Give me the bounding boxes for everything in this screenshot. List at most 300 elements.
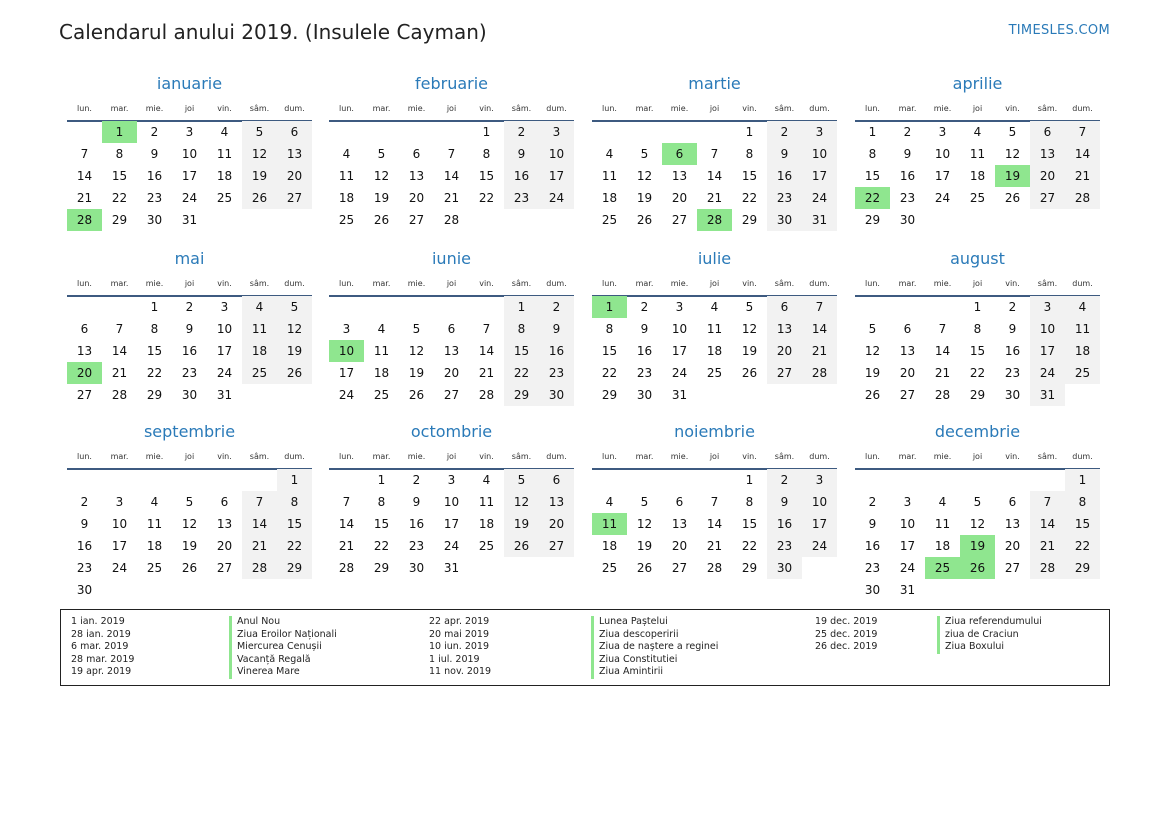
day-cell: 31 bbox=[443, 561, 460, 575]
day-cell: 30 bbox=[146, 213, 163, 227]
day-cell: 18 bbox=[242, 340, 277, 362]
day-cell: 18 bbox=[338, 191, 355, 205]
day-cell: 15 bbox=[864, 169, 881, 183]
weekday-label: lun. bbox=[77, 104, 92, 113]
day-cell: 27 bbox=[76, 388, 93, 402]
weekday-label: lun. bbox=[339, 452, 354, 461]
weekday-label: dum. bbox=[1072, 279, 1093, 288]
weekday-header bbox=[67, 452, 312, 468]
day-cell: 27 bbox=[671, 561, 688, 575]
day-cell: 5 bbox=[973, 495, 982, 509]
day-cell: 1 bbox=[482, 125, 491, 139]
day-cell: 18 bbox=[1065, 340, 1100, 362]
day-cell: 29 bbox=[741, 213, 758, 227]
day-cell: 19 bbox=[277, 340, 312, 362]
day-cell: 6 bbox=[80, 322, 89, 336]
day-cell: 17 bbox=[671, 344, 688, 358]
holiday-day-cell: 1 bbox=[592, 296, 627, 318]
day-cell: 7 bbox=[80, 147, 89, 161]
day-cell: 14 bbox=[934, 344, 951, 358]
day-cell: 11 bbox=[146, 517, 163, 531]
weekday-label: lun. bbox=[77, 452, 92, 461]
day-cell: 24 bbox=[539, 187, 574, 209]
day-cell: 12 bbox=[636, 169, 653, 183]
day-cell: 10 bbox=[181, 147, 198, 161]
month-name: martie bbox=[688, 74, 741, 93]
legend-holiday-name: Lunea Paștelui bbox=[599, 616, 668, 627]
legend-holiday-name: Anul Nou bbox=[237, 616, 281, 627]
day-cell: 23 bbox=[899, 191, 916, 205]
day-cell: 30 bbox=[539, 384, 574, 406]
holiday-day-cell: 19 bbox=[960, 535, 995, 557]
day-cell: 17 bbox=[802, 513, 837, 535]
day-cell: 2 bbox=[150, 125, 159, 139]
weekday-label: joi bbox=[184, 279, 195, 288]
day-cell: 13 bbox=[76, 344, 93, 358]
day-cell: 31 bbox=[802, 209, 837, 231]
day-cell: 16 bbox=[767, 165, 802, 187]
day-cell: 4 bbox=[342, 147, 351, 161]
day-cell: 10 bbox=[899, 517, 916, 531]
weekday-label: lun. bbox=[865, 279, 880, 288]
weekday-header bbox=[855, 104, 1100, 120]
holiday-legend bbox=[60, 609, 1110, 686]
day-cell: 2 bbox=[1008, 300, 1017, 314]
day-cell: 25 bbox=[478, 539, 495, 553]
day-cell: 23 bbox=[1004, 366, 1021, 380]
day-cell: 21 bbox=[1065, 165, 1100, 187]
day-cell: 28 bbox=[802, 362, 837, 384]
day-cell: 4 bbox=[377, 322, 386, 336]
day-cell: 4 bbox=[605, 495, 614, 509]
day-cell: 14 bbox=[802, 318, 837, 340]
day-cell: 5 bbox=[185, 495, 194, 509]
day-cell: 14 bbox=[76, 169, 93, 183]
day-cell: 2 bbox=[767, 469, 802, 491]
day-cell: 4 bbox=[150, 495, 159, 509]
day-cell: 6 bbox=[412, 147, 421, 161]
day-cell: 6 bbox=[539, 469, 574, 491]
legend-dates-column bbox=[71, 616, 134, 679]
weekday-label: joi bbox=[184, 104, 195, 113]
weekday-label: mie. bbox=[670, 452, 689, 461]
weekday-label: mie. bbox=[145, 104, 164, 113]
day-cell: 23 bbox=[76, 561, 93, 575]
weekday-label: mie. bbox=[145, 279, 164, 288]
day-cell: 16 bbox=[408, 517, 425, 531]
day-cell: 27 bbox=[277, 187, 312, 209]
day-cell: 15 bbox=[601, 344, 618, 358]
day-cell: 3 bbox=[185, 125, 194, 139]
day-cell: 4 bbox=[938, 495, 947, 509]
day-cell: 21 bbox=[802, 340, 837, 362]
day-cell: 28 bbox=[478, 388, 495, 402]
legend-date: 1 ian. 2019 bbox=[71, 616, 125, 627]
day-cell: 1 bbox=[377, 473, 386, 487]
day-cell: 9 bbox=[412, 495, 421, 509]
day-cell: 27 bbox=[216, 561, 233, 575]
day-cell: 25 bbox=[601, 213, 618, 227]
weekday-label: mie. bbox=[670, 104, 689, 113]
holiday-day-cell: 26 bbox=[960, 557, 995, 579]
day-cell: 17 bbox=[216, 344, 233, 358]
day-cell: 7 bbox=[802, 296, 837, 318]
day-cell: 15 bbox=[504, 340, 539, 362]
weekday-label: joi bbox=[184, 452, 195, 461]
weekday-label: vin. bbox=[479, 452, 494, 461]
holiday-day-cell: 25 bbox=[925, 557, 960, 579]
weekday-label: mar. bbox=[372, 452, 391, 461]
weekday-label: joi bbox=[972, 104, 983, 113]
day-cell: 21 bbox=[242, 535, 277, 557]
day-cell: 11 bbox=[216, 147, 233, 161]
day-cell: 21 bbox=[1030, 535, 1065, 557]
site-link[interactable]: TIMESLES.COM bbox=[1008, 23, 1110, 38]
legend-date: 1 iul. 2019 bbox=[429, 653, 480, 665]
legend-holiday-name: Ziua de naștere a reginei bbox=[599, 641, 719, 652]
day-cell: 23 bbox=[181, 366, 198, 380]
day-cell: 28 bbox=[934, 388, 951, 402]
day-cell: 13 bbox=[671, 169, 688, 183]
legend-holiday-name: Ziua Boxului bbox=[945, 641, 1004, 652]
day-cell: 13 bbox=[443, 344, 460, 358]
day-cell: 9 bbox=[1008, 322, 1017, 336]
weekday-label: sâm. bbox=[249, 452, 270, 461]
day-cell: 26 bbox=[636, 561, 653, 575]
day-cell: 3 bbox=[1030, 296, 1065, 318]
day-cell: 12 bbox=[408, 344, 425, 358]
day-cell: 18 bbox=[478, 517, 495, 531]
legend-dates-column bbox=[429, 616, 491, 679]
day-cell: 3 bbox=[802, 121, 837, 143]
day-cell: 13 bbox=[539, 491, 574, 513]
day-cell: 15 bbox=[741, 517, 758, 531]
day-cell: 12 bbox=[741, 322, 758, 336]
day-cell: 2 bbox=[539, 296, 574, 318]
day-cell: 25 bbox=[601, 561, 618, 575]
day-cell: 2 bbox=[868, 495, 877, 509]
day-cell: 10 bbox=[216, 322, 233, 336]
weekday-label: sâm. bbox=[511, 279, 532, 288]
day-cell: 13 bbox=[899, 344, 916, 358]
weekday-label: mie. bbox=[933, 104, 952, 113]
day-cell: 3 bbox=[115, 495, 124, 509]
day-cell: 5 bbox=[412, 322, 421, 336]
weekday-label: dum. bbox=[546, 104, 567, 113]
day-cell: 9 bbox=[539, 318, 574, 340]
legend-holiday-name: Miercurea Cenușii bbox=[237, 641, 322, 652]
day-cell: 5 bbox=[277, 296, 312, 318]
day-cell: 17 bbox=[443, 517, 460, 531]
holiday-day-cell: 28 bbox=[697, 209, 732, 231]
day-cell: 22 bbox=[111, 191, 128, 205]
day-cell: 2 bbox=[185, 300, 194, 314]
day-cell: 6 bbox=[277, 121, 312, 143]
legend-date: 28 ian. 2019 bbox=[71, 628, 131, 640]
day-cell: 14 bbox=[1030, 513, 1065, 535]
day-cell: 3 bbox=[539, 121, 574, 143]
day-cell: 30 bbox=[76, 583, 93, 597]
day-cell: 14 bbox=[111, 344, 128, 358]
holiday-day-cell: 6 bbox=[662, 143, 697, 165]
day-cell: 27 bbox=[899, 388, 916, 402]
holiday-day-cell: 19 bbox=[995, 165, 1030, 187]
day-cell: 16 bbox=[76, 539, 93, 553]
month-name: decembrie bbox=[934, 422, 1021, 441]
day-cell: 28 bbox=[242, 557, 277, 579]
day-cell: 3 bbox=[802, 469, 837, 491]
weekday-label: dum. bbox=[1072, 104, 1093, 113]
day-cell: 19 bbox=[242, 165, 277, 187]
holiday-day-cell: 11 bbox=[592, 513, 627, 535]
weekday-label: mar. bbox=[898, 452, 917, 461]
day-cell: 4 bbox=[710, 300, 719, 314]
day-cell: 15 bbox=[277, 513, 312, 535]
day-cell: 24 bbox=[1030, 362, 1065, 384]
day-cell: 14 bbox=[242, 513, 277, 535]
day-cell: 15 bbox=[373, 517, 390, 531]
day-cell: 23 bbox=[408, 539, 425, 553]
day-cell: 31 bbox=[181, 213, 198, 227]
legend-holiday-name: Vinerea Mare bbox=[237, 666, 300, 677]
day-cell: 22 bbox=[741, 539, 758, 553]
day-cell: 4 bbox=[605, 147, 614, 161]
weekday-header bbox=[67, 279, 312, 295]
weekday-label: mar. bbox=[372, 279, 391, 288]
day-cell: 3 bbox=[342, 322, 351, 336]
day-cell: 16 bbox=[1004, 344, 1021, 358]
day-cell: 6 bbox=[767, 296, 802, 318]
day-cell: 24 bbox=[671, 366, 688, 380]
day-cell: 10 bbox=[443, 495, 460, 509]
day-cell: 21 bbox=[338, 539, 355, 553]
day-cell: 12 bbox=[636, 517, 653, 531]
weekday-label: sâm. bbox=[511, 452, 532, 461]
day-cell: 3 bbox=[447, 473, 456, 487]
day-cell: 16 bbox=[539, 340, 574, 362]
day-cell: 13 bbox=[1030, 143, 1065, 165]
weekday-label: vin. bbox=[742, 104, 757, 113]
weekday-label: dum. bbox=[1072, 452, 1093, 461]
day-cell: 26 bbox=[242, 187, 277, 209]
weekday-label: vin. bbox=[742, 452, 757, 461]
day-cell: 15 bbox=[111, 169, 128, 183]
day-cell: 16 bbox=[504, 165, 539, 187]
legend-date: 25 dec. 2019 bbox=[815, 628, 878, 640]
day-cell: 17 bbox=[934, 169, 951, 183]
day-cell: 25 bbox=[706, 366, 723, 380]
day-cell: 9 bbox=[640, 322, 649, 336]
weekday-label: lun. bbox=[77, 279, 92, 288]
legend-date: 19 apr. 2019 bbox=[71, 666, 132, 677]
day-cell: 13 bbox=[277, 143, 312, 165]
legend-holiday-name: Ziua descoperirii bbox=[599, 628, 679, 640]
day-cell: 29 bbox=[969, 388, 986, 402]
day-cell: 15 bbox=[969, 344, 986, 358]
day-cell: 6 bbox=[903, 322, 912, 336]
weekday-label: dum. bbox=[809, 452, 830, 461]
day-cell: 29 bbox=[741, 561, 758, 575]
day-cell: 11 bbox=[242, 318, 277, 340]
weekday-label: vin. bbox=[1005, 104, 1020, 113]
day-cell: 31 bbox=[1030, 384, 1065, 406]
day-cell: 4 bbox=[973, 125, 982, 139]
day-cell: 8 bbox=[277, 491, 312, 513]
day-cell: 28 bbox=[1065, 187, 1100, 209]
day-cell: 26 bbox=[373, 213, 390, 227]
day-cell: 29 bbox=[864, 213, 881, 227]
day-cell: 17 bbox=[338, 366, 355, 380]
day-cell: 29 bbox=[111, 213, 128, 227]
day-cell: 13 bbox=[216, 517, 233, 531]
day-cell: 2 bbox=[767, 121, 802, 143]
weekday-label: mar. bbox=[110, 104, 129, 113]
weekday-label: mie. bbox=[933, 279, 952, 288]
day-cell: 17 bbox=[181, 169, 198, 183]
weekday-label: joi bbox=[709, 104, 720, 113]
weekday-label: sâm. bbox=[249, 279, 270, 288]
day-cell: 22 bbox=[373, 539, 390, 553]
day-cell: 9 bbox=[767, 143, 802, 165]
day-cell: 26 bbox=[277, 362, 312, 384]
day-cell: 8 bbox=[868, 147, 877, 161]
day-cell: 17 bbox=[539, 165, 574, 187]
day-cell: 1 bbox=[277, 469, 312, 491]
day-cell: 27 bbox=[767, 362, 802, 384]
day-cell: 2 bbox=[640, 300, 649, 314]
weekday-label: lun. bbox=[339, 279, 354, 288]
month-name: mai bbox=[174, 249, 205, 268]
day-cell: 26 bbox=[741, 366, 758, 380]
legend-date: 6 mar. 2019 bbox=[71, 641, 129, 652]
day-cell: 31 bbox=[899, 583, 916, 597]
day-cell: 8 bbox=[1065, 491, 1100, 513]
day-cell: 8 bbox=[150, 322, 159, 336]
day-cell: 13 bbox=[671, 517, 688, 531]
day-cell: 20 bbox=[539, 513, 574, 535]
day-cell: 19 bbox=[408, 366, 425, 380]
weekday-label: vin. bbox=[742, 279, 757, 288]
weekday-label: vin. bbox=[1005, 452, 1020, 461]
day-cell: 2 bbox=[80, 495, 89, 509]
day-cell: 19 bbox=[864, 366, 881, 380]
weekday-label: mar. bbox=[898, 104, 917, 113]
day-cell: 2 bbox=[504, 121, 539, 143]
legend-holiday-name: Ziua Amintirii bbox=[599, 666, 663, 677]
weekday-label: vin. bbox=[217, 452, 232, 461]
day-cell: 11 bbox=[934, 517, 951, 531]
day-cell: 11 bbox=[969, 147, 986, 161]
day-cell: 18 bbox=[146, 539, 163, 553]
day-cell: 21 bbox=[934, 366, 951, 380]
day-cell: 17 bbox=[899, 539, 916, 553]
day-cell: 20 bbox=[277, 165, 312, 187]
day-cell: 18 bbox=[216, 169, 233, 183]
day-cell: 13 bbox=[1004, 517, 1021, 531]
month-name: noiembrie bbox=[674, 422, 755, 441]
day-cell: 2 bbox=[903, 125, 912, 139]
weekday-label: lun. bbox=[339, 104, 354, 113]
legend-holiday-name: Ziua Eroilor Naționali bbox=[237, 628, 337, 640]
weekday-label: sâm. bbox=[1037, 104, 1058, 113]
day-cell: 14 bbox=[706, 169, 723, 183]
day-cell: 5 bbox=[377, 147, 386, 161]
day-cell: 19 bbox=[636, 539, 653, 553]
day-cell: 11 bbox=[601, 169, 618, 183]
weekday-label: joi bbox=[446, 279, 457, 288]
weekday-label: joi bbox=[446, 104, 457, 113]
day-cell: 24 bbox=[934, 191, 951, 205]
day-cell: 14 bbox=[338, 517, 355, 531]
legend-dates-column bbox=[815, 616, 877, 654]
day-cell: 23 bbox=[864, 561, 881, 575]
day-cell: 16 bbox=[864, 539, 881, 553]
day-cell: 5 bbox=[242, 121, 277, 143]
day-cell: 21 bbox=[478, 366, 495, 380]
day-cell: 28 bbox=[1030, 557, 1065, 579]
day-cell: 15 bbox=[1065, 513, 1100, 535]
day-cell: 4 bbox=[1065, 296, 1100, 318]
day-cell: 30 bbox=[181, 388, 198, 402]
day-cell: 27 bbox=[1030, 187, 1065, 209]
day-cell: 20 bbox=[767, 340, 802, 362]
day-cell: 23 bbox=[767, 535, 802, 557]
day-cell: 9 bbox=[80, 517, 89, 531]
day-cell: 29 bbox=[504, 384, 539, 406]
day-cell: 1 bbox=[504, 296, 539, 318]
day-cell: 25 bbox=[1065, 362, 1100, 384]
day-cell: 13 bbox=[767, 318, 802, 340]
day-cell: 1 bbox=[973, 300, 982, 314]
legend-date: 26 dec. 2019 bbox=[815, 641, 878, 652]
day-cell: 29 bbox=[1065, 557, 1100, 579]
day-cell: 17 bbox=[1030, 340, 1065, 362]
weekday-label: mar. bbox=[110, 452, 129, 461]
weekday-header bbox=[329, 279, 574, 295]
day-cell: 23 bbox=[539, 362, 574, 384]
weekday-label: mar. bbox=[898, 279, 917, 288]
day-cell: 25 bbox=[216, 191, 233, 205]
day-cell: 20 bbox=[671, 539, 688, 553]
day-cell: 7 bbox=[1065, 121, 1100, 143]
day-cell: 3 bbox=[675, 300, 684, 314]
day-cell: 12 bbox=[864, 344, 881, 358]
day-cell: 13 bbox=[408, 169, 425, 183]
day-cell: 8 bbox=[745, 147, 754, 161]
day-cell: 17 bbox=[802, 165, 837, 187]
holiday-day-cell: 20 bbox=[67, 362, 102, 384]
day-cell: 12 bbox=[504, 491, 539, 513]
month-name: iunie bbox=[431, 249, 471, 268]
day-cell: 21 bbox=[76, 191, 93, 205]
day-cell: 26 bbox=[408, 388, 425, 402]
day-cell: 27 bbox=[443, 388, 460, 402]
month-name: august bbox=[950, 249, 1005, 268]
day-cell: 20 bbox=[216, 539, 233, 553]
weekday-label: joi bbox=[972, 452, 983, 461]
day-cell: 24 bbox=[443, 539, 460, 553]
day-cell: 18 bbox=[934, 539, 951, 553]
weekday-label: mar. bbox=[635, 279, 654, 288]
day-cell: 5 bbox=[504, 469, 539, 491]
day-cell: 7 bbox=[938, 322, 947, 336]
day-cell: 21 bbox=[706, 539, 723, 553]
day-cell: 1 bbox=[150, 300, 159, 314]
day-cell: 28 bbox=[338, 561, 355, 575]
day-cell: 9 bbox=[150, 147, 159, 161]
day-cell: 22 bbox=[969, 366, 986, 380]
day-cell: 8 bbox=[377, 495, 386, 509]
